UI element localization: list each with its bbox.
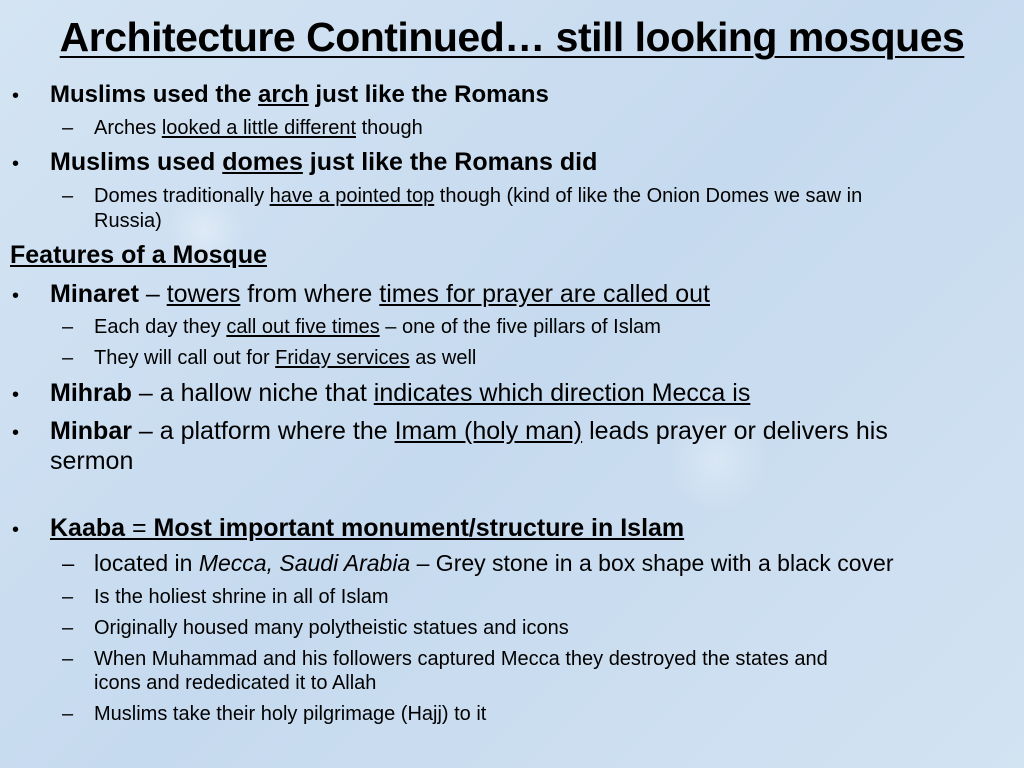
dash-marker: –: [62, 648, 74, 670]
term-arch: arch: [258, 81, 309, 108]
term-friday-services: Friday services: [275, 347, 410, 369]
term-kaaba: Kaaba: [50, 514, 126, 542]
term-prayer-times: times for prayer are called out: [379, 280, 710, 308]
bullet-marker: •: [12, 85, 20, 107]
sub-domes-text: Domes traditionally: [94, 185, 270, 207]
sub-hajj: Muslims take their holy pilgrimage (Hajj) to it: [94, 703, 487, 725]
term-imam: Imam (holy man): [394, 417, 583, 445]
bullet-arch-text-end: just like the Romans: [308, 81, 549, 108]
dash-marker: –: [62, 117, 74, 139]
sub-five-times: [94, 316, 661, 339]
bullet-marker: •: [12, 153, 20, 175]
bullet-minaret: [50, 280, 710, 309]
bullet-minbar: [50, 417, 888, 446]
sub-polytheistic: Originally housed many polytheistic statues and icons: [94, 617, 569, 639]
sub-friday: [94, 347, 476, 370]
sub-mecca-text-end: – Grey stone in a box shape with a black cover: [410, 550, 894, 576]
sub-five-times-text: Each day they: [94, 316, 227, 338]
kaaba-heading-text: Most important monument/structure in Islam: [153, 514, 685, 542]
sub-holiest: Is the holiest shrine in all of Islam: [94, 586, 389, 608]
bullet-mihrab: [50, 379, 750, 408]
bullet-marker: •: [12, 519, 20, 541]
bullet-domes-text-end: just like the Romans did: [302, 148, 598, 176]
term-mihrab: Mihrab: [50, 379, 132, 407]
dash-marker: –: [62, 316, 74, 338]
slide-title: Architecture Continued… still looking mosques: [59, 14, 965, 60]
features-heading: [10, 241, 267, 270]
bullet-marker: •: [12, 422, 20, 444]
dash-marker: –: [62, 586, 74, 608]
minbar-text-end: leads prayer or delivers his: [582, 417, 888, 445]
sub-arches-text: Arches: [94, 117, 162, 139]
sub-mecca: [94, 550, 894, 577]
sub-five-times-text-end: – one of the five pillars of Islam: [379, 316, 661, 338]
bullet-arch: [50, 81, 549, 109]
bullet-kaaba: [50, 514, 684, 543]
sub-domes-line2: Russia): [94, 210, 162, 232]
bullet-minbar-line2: sermon: [50, 447, 134, 475]
bullet-domes: [50, 148, 597, 177]
term-mecca-direction: indicates which direction Mecca is: [373, 379, 751, 407]
sub-domes: [94, 185, 862, 208]
minbar-text: – a platform where the: [131, 417, 395, 445]
sub-arches: [94, 117, 423, 140]
minaret-text: from where: [240, 280, 380, 308]
sub-arches-text-end: though: [356, 117, 423, 139]
term-five-times: call out five times: [226, 316, 380, 338]
bullet-arch-text: Muslims used the: [50, 81, 259, 108]
term-domes: domes: [222, 148, 303, 176]
term-mecca-saudi-arabia: Mecca, Saudi Arabia: [198, 550, 411, 576]
sub-muhammad-line2: icons and rededicated it to Allah: [94, 672, 377, 694]
mihrab-text: – a hallow niche that: [131, 379, 374, 407]
term-looked-different: looked a little different: [161, 117, 357, 139]
kaaba-eq: =: [125, 514, 154, 542]
term-pointed-top: have a pointed top: [269, 185, 435, 207]
sub-friday-text-end: as well: [409, 347, 477, 369]
dash-marker: –: [62, 703, 74, 725]
sub-muhammad: When Muhammad and his followers captured Mecca they destroyed the states and: [94, 648, 828, 670]
dash-marker: –: [62, 617, 74, 639]
term-minaret: Minaret: [50, 280, 139, 308]
sub-domes-text-end: though (kind of like the Onion Domes we saw in: [434, 185, 863, 207]
dash-marker: –: [62, 347, 74, 369]
minaret-sep: –: [138, 280, 167, 308]
term-minbar: Minbar: [50, 417, 132, 445]
bullet-marker: •: [12, 285, 20, 307]
bullet-marker: •: [12, 384, 20, 406]
features-heading-text: Features of a Mosque: [10, 241, 267, 269]
dash-marker: –: [62, 185, 74, 207]
dash-marker: –: [62, 551, 75, 576]
sub-friday-text: They will call out for: [94, 347, 276, 369]
term-towers: towers: [166, 280, 241, 308]
bullet-domes-text: Muslims used: [50, 148, 223, 176]
sub-mecca-text: located in: [94, 550, 199, 576]
